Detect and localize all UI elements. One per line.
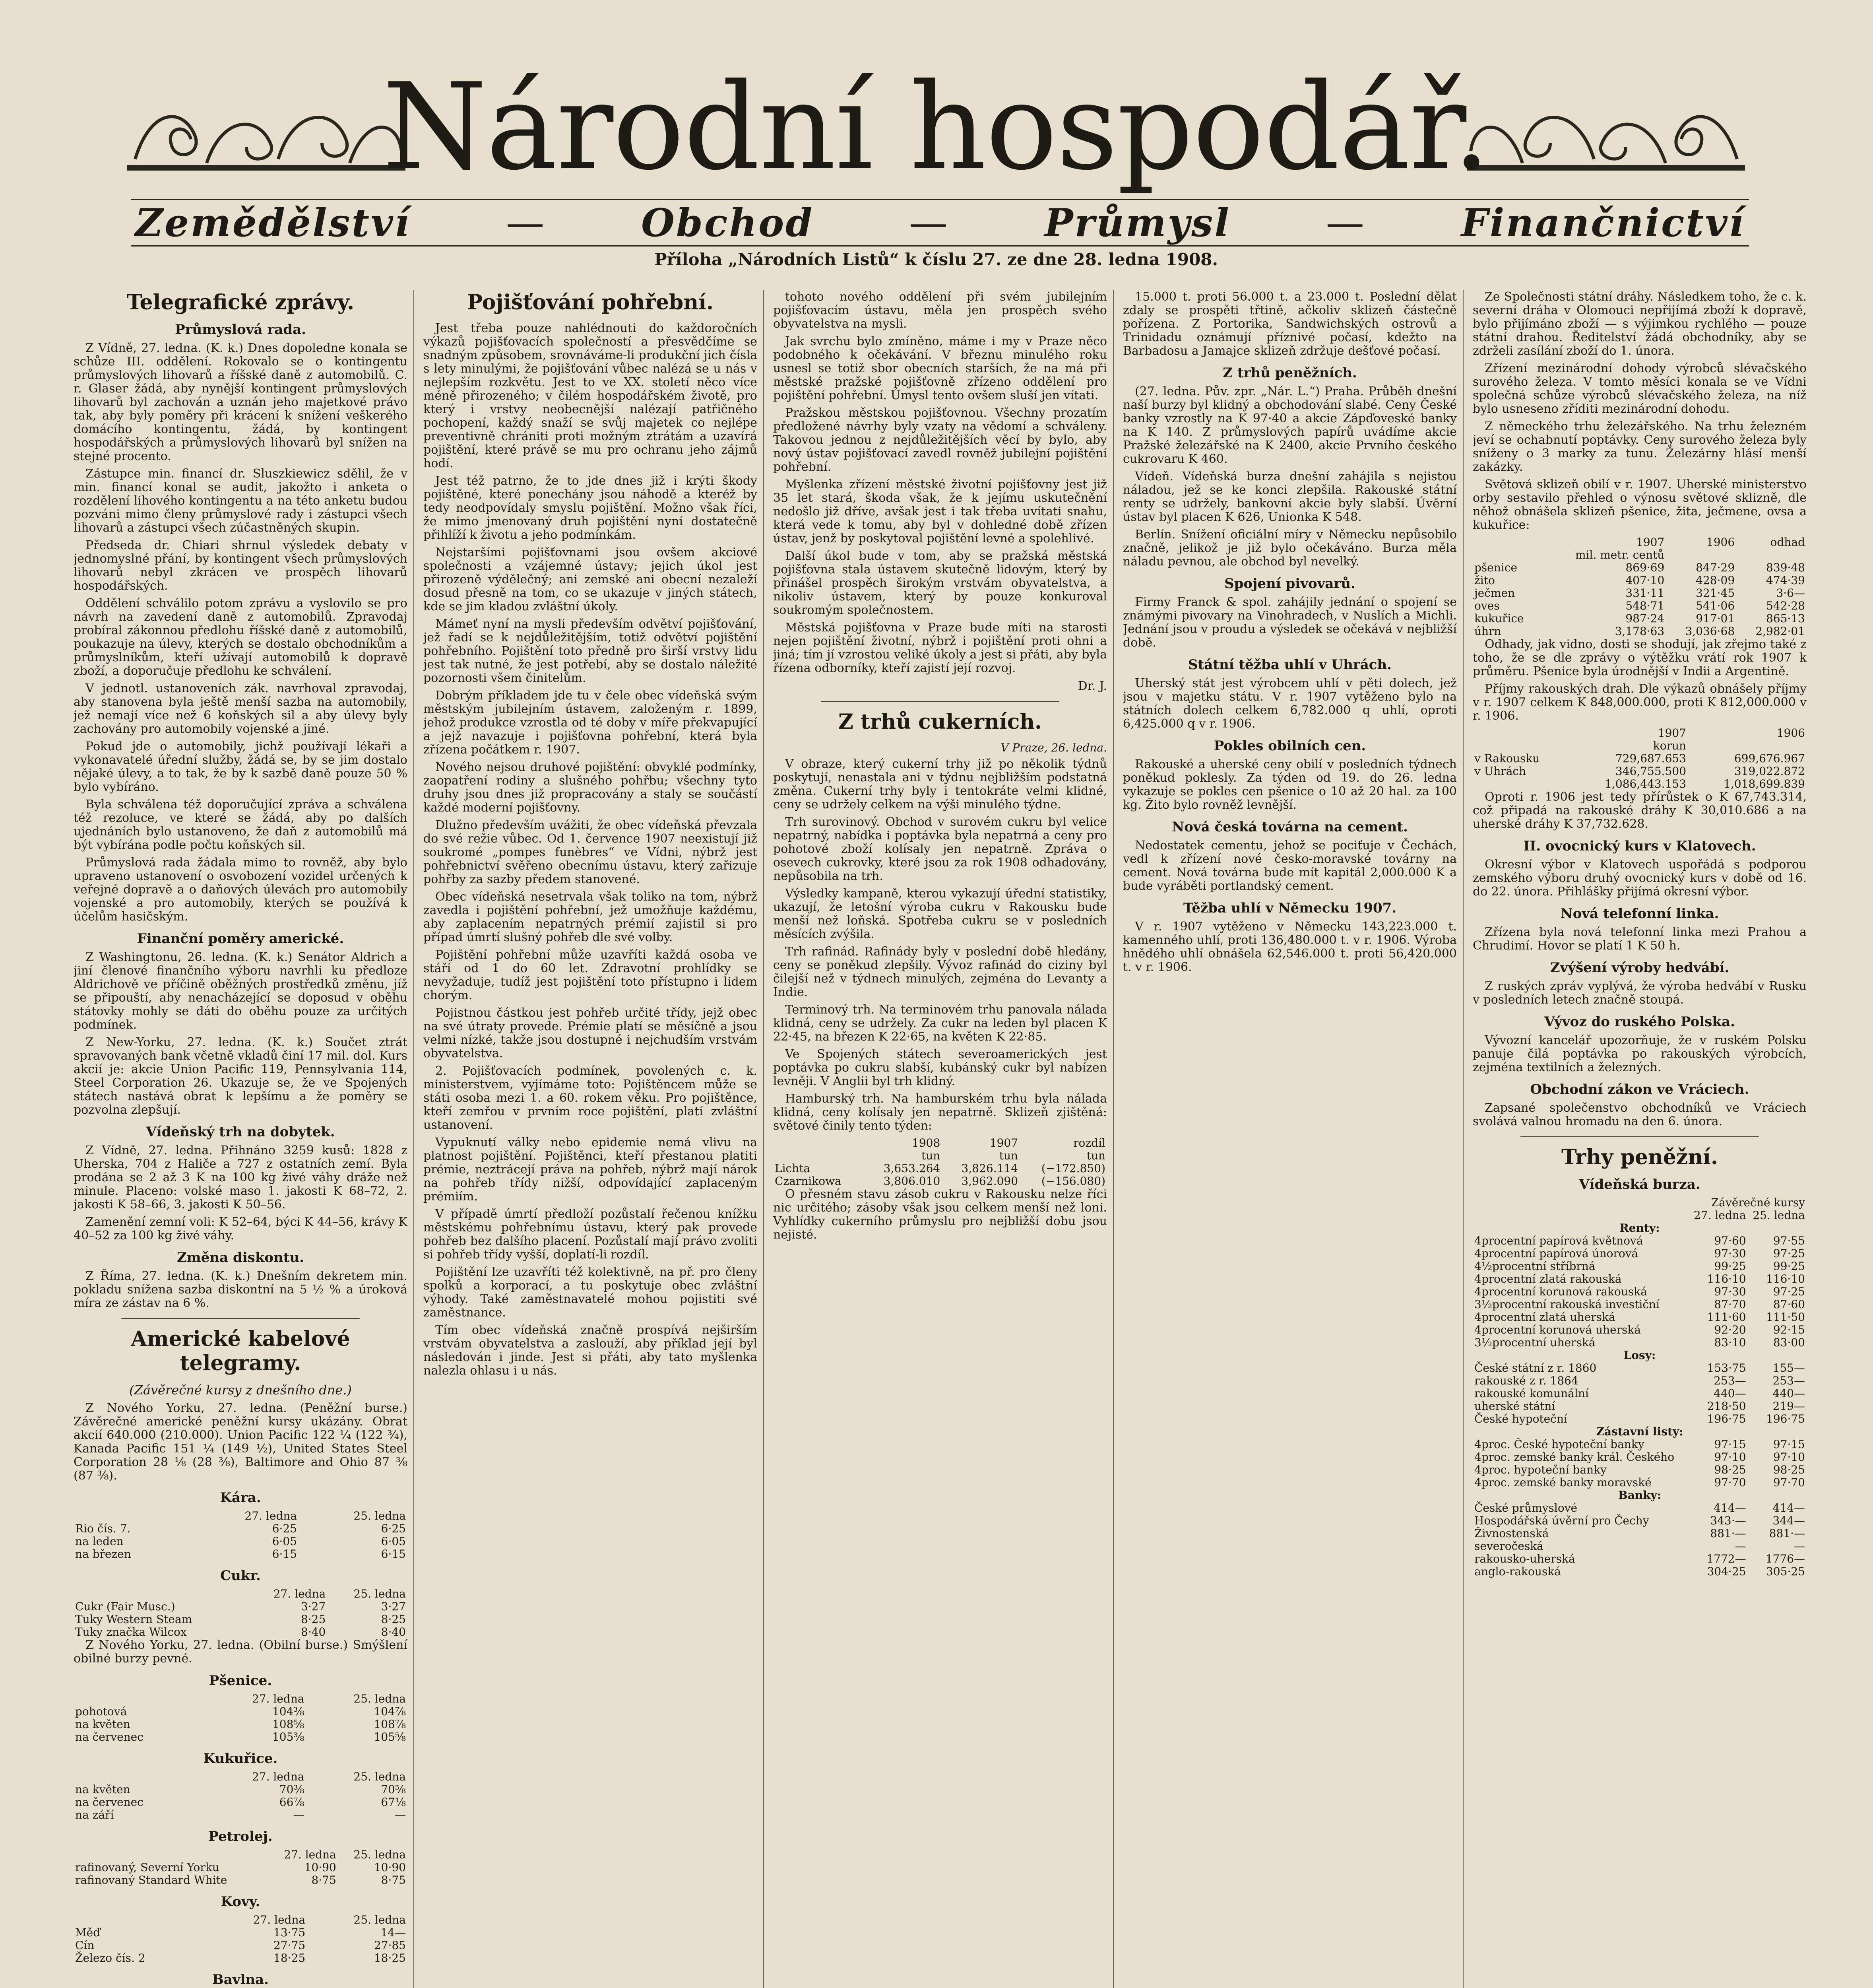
table-header-row: 27. ledna 25. ledna [1693, 1209, 1805, 1222]
table-title: Kukuřice. [203, 1751, 278, 1767]
table-title: Pšenice. [209, 1673, 272, 1689]
table-row: 4proc. zemské banky moravské 97·70 97·70 [1474, 1476, 1805, 1489]
subheading: II. ovocnický kurs v Klatovech. [1523, 838, 1756, 854]
paragraph: Hamburský trh. Na hamburském trhu byla nálada klidná, ceny kolísaly jen nepatrně. Sklizeň zjištěná: světové činily tento týden: [773, 1092, 1107, 1133]
subheading: Pokles obilních cen. [1214, 738, 1366, 754]
paragraph: V obraze, který cukerní trhy již po několik týdnů poskytují, nenastala ani v týdnu nejbližším podstatná změna. Cukerní trhy byly i tentokráte velmi klidné, ceny se udržely celkem na výši minulého týdne. [773, 757, 1107, 812]
table-row: Tuky Western Steam 8·25 8·25 [75, 1613, 406, 1626]
table-row: 27. ledna 25. ledna [244, 1509, 406, 1522]
table-row: na červenec 66⅞ 67⅛ [75, 1796, 406, 1809]
table-row: Železo čís. 2 18·25 18·25 [75, 1951, 406, 1965]
table-row: 4proc. zemské banky král. Českého 97·10 97·10 [1474, 1450, 1805, 1464]
telegrams-heading: Telegrafické zprávy. [126, 290, 355, 315]
table-row: na květen 70⅜ 70⅝ [75, 1783, 406, 1796]
table-row: na leden 6·05 6·05 [75, 1535, 406, 1548]
paragraph: V případě úmrtí předloží pozůstalí řečenou knížku městskému pohřebnímu ústavu, který pak provede pohřeb bez dalšího placení. Pozůstalí mají právo zvoliti si pohřeb třídy vyšší, doplatí-li rozdíl. [423, 1207, 757, 1262]
subheading: Obchodní zákon ve Vráciech. [1530, 1081, 1749, 1097]
paragraph: O přesném stavu zásob cukru v Rakousku nelze říci nic určitého; zásoby však jsou celkem menší než loni. Vyhlídky cukerního průmyslu pro nejbližší dobu jsou nejisté. [773, 1187, 1107, 1242]
table-row: 4procentní korunová rakouská 97·30 97·25 [1474, 1285, 1805, 1298]
paragraph: Trh surovinový. Obchod v surovém cukru byl velice nepatrný, nabídka i poptávka byla nepatrná a ceny pro pohotové zboží kolísaly jen nepatrně. Zpráva o osevech cukrovky, které jsou za rok 1908 odhadovány, nepůsobila na trh. [773, 815, 1107, 883]
table-row: 3½procentní uherská 83·10 83·00 [1474, 1336, 1805, 1349]
table-row: Měď 13·75 14— [75, 1926, 406, 1939]
table-header-row: 1907 1906 [1658, 726, 1805, 740]
paragraph: (27. ledna. Pův. zpr. „Nár. L.“) Praha. Průběh dnešní naší burzy byl klidný a obchodování slabé. Ceny České banky vzrostly na K 97·40 a akcie Zápďoveské banky na K 140. Z průmyslových papírů uvádíme akcie Pražské železářské na K 2400, akcie Prvního českého cukrovaru K 460. [1123, 384, 1457, 466]
section-finance: Finančnictví [1461, 200, 1745, 245]
railway-revenue-table [1473, 727, 1807, 790]
price-table [74, 1510, 407, 1561]
table-row: České státní z r. 1860 153·75 155— [1474, 1361, 1805, 1375]
table-title: Petrolej. [208, 1829, 273, 1844]
table-row: uherské státní 218·50 219— [1474, 1400, 1805, 1413]
paragraph: Městská pojišťovna v Praze bude míti na starosti nejen pojištění životní, nýbrž i pojištění proti ohni a jiná; tím jí vzrostou veliké úkoly a jest si přáti, aby byla řízena odborníky, kteří zajistí její rozvoj. [773, 621, 1107, 675]
table-header-row: Závěrečné kursy [1711, 1196, 1805, 1209]
paragraph: tohoto nového oddělení při svém jubilejním pojišťovacím ústavu, měla jen prospěch svého obyvatelstva na mysli. [773, 290, 1107, 331]
lead-line: (Závěrečné kursy z dnešního dne.) [129, 1382, 352, 1398]
subheading: Nová telefonní linka. [1560, 906, 1719, 922]
sugar-stock-table [773, 1137, 1107, 1188]
subheading: Státní těžba uhlí v Uhrách. [1188, 657, 1392, 673]
table-unit-row: mil. metr. centů [1575, 548, 1665, 561]
divider [821, 701, 1059, 702]
table-row: České průmyslové 414— 414— [1474, 1501, 1805, 1514]
table-group-row: Losy: [1623, 1349, 1656, 1362]
paragraph: Nového nejsou druhové pojištění: obvyklé podmínky, zaopatření rodiny a slušného pohřbu; všechny tyto druhy jsou dnes již propracovány a staly se součástí každé moderní pojišťovny. [423, 760, 757, 815]
table-title: Bavlna. [212, 1972, 269, 1988]
price-table [74, 1848, 407, 1887]
paragraph: Z německého trhu železářského. Na trhu železném jeví se ochabnutí poptávky. Ceny surového železa byly sníženy o 3 marky za tunu. Železárny hlásí menší zakázky. [1473, 419, 1807, 474]
table-row: 4proc. České hypoteční banky 97·15 97·15 [1474, 1438, 1805, 1451]
paragraph: Obec vídeňská nesetrvala však toliko na tom, nýbrž zavedla i pojištění pohřební, jež umožňuje každému, aby zaplacením nepatrných prémií zajistil si pro případ úmrtí slušný pohřeb dle své volby. [423, 890, 757, 944]
table-row: Rio čís. 7. 6·25 6·25 [75, 1522, 406, 1535]
paragraph: Z New-Yorku, 27. ledna. (K. k.) Součet ztrát spravovaných bank včetně vkladů činí 17 mil. dol. Kurs akcií je: akcie Union Pacific 119, Pennsylvania 114, Steel Corporation 26. Ukazuje se, že ve Spojených státech nastává obrat k lepšímu a že poměry se pozvolna zlepšují. [74, 1035, 407, 1117]
paragraph: Terminový trh. Na terminovém trhu panovala nálada klidná, ceny se udržely. Za cukr na leden byl placen K 22·45, na březen K 22·65, na květen K 22·85. [773, 1003, 1107, 1044]
paragraph: Z Nového Yorku, 27. ledna. (Obilní burse.) Smýšlení obilné burzy pevné. [74, 1638, 407, 1666]
section-bar [131, 199, 1749, 247]
table-row: 27. ledna 25. ledna [284, 1848, 406, 1861]
paragraph: Jest třeba pouze nahlédnouti do každoročních výkazů pojišťovacích společností a přesvědčíme se snadným způsobem, srovnáváme-li produkční jich čísla s lety minulými, že pojišťování vůbec nalézá se u nás v nejlepším rozkvětu. Jest to ve XX. století něco více méně přirozeného; v čilém hospodářském životě, pro který i vrstvy neobecnější nalézají patřičného pochopení, každý snaží se svůj majetek co nejlépe preventivně chrániti proti možným ztrátám a uzavírá pojištění, které právě se mu pro ochranu jeho zájmů hodí. [423, 321, 757, 470]
paragraph: Zamenění zemní voli: K 52–64, býci K 44–56, krávy K 40–52 za 100 kg živé váhy. [74, 1215, 407, 1242]
paragraph: V r. 1907 vytěženo v Německu 143,223.000 t. kamenného uhlí, proti 136,480.000 t. v r. 1906. Výroba hnědého uhlí obnášela 62,546.000 t. proti 56,420.000 t. v r. 1906. [1123, 920, 1457, 974]
table-row: 27. ledna 25. ledna [253, 1913, 406, 1926]
table-row: oves 548·71 541·06 542·28 [1474, 599, 1805, 612]
paragraph: Ve Spojených státech severoamerických jest poptávka po cukru slabší, kubánský cukr byl nabízen levněji. V Anglii byl trh klidný. [773, 1047, 1107, 1088]
paragraph: Ze Společnosti státní dráhy. Následkem toho, že c. k. severní dráha v Olomouci nepřijímá zboží k dopravě, bylo přijímáno zboží — s výjimkou rychlého — pouze státní drahou. Ředitelství žádá obchodníky, aby se zdrželi zasílání zboží do 1. února. [1473, 290, 1807, 358]
paragraph: Průmyslová rada žádala mimo to rovněž, aby bylo upraveno ustanovení o osvobození vozidel určených k veřejné dopravě a o daňových úlevách pro automobily vojenské a pro automobily, kterých se používá k účelům hasičským. [74, 856, 407, 924]
paragraph: Z ruských zpráv vyplývá, že výroba hedvábí v Rusku v posledních letech značně stoupá. [1473, 979, 1807, 1007]
column-5 [1473, 290, 1807, 1988]
table-row: ječmen 331·11 321·45 3·6— [1474, 586, 1805, 600]
paragraph: Berlín. Snížení oficiální míry v Německu nepůsobilo značně, jelikož je již bylo očekáváno. Burza měla náladu pevnou, ale obchod byl nevelký. [1123, 528, 1457, 569]
subheading: Změna diskontu. [176, 1250, 304, 1266]
table-title: Kovy. [221, 1894, 260, 1910]
price-table [74, 1693, 407, 1743]
paragraph: Předseda dr. Chiari shrnul výsledek debaty v jednomyslné přání, by kontingent všech průmyslových lihovarů nebyl zkrácen ve prospěch lihovarů hospodářských. [74, 538, 407, 593]
section-agriculture: Zemědělství [135, 200, 411, 245]
table-row: v Rakousku 729,687.653 699,676.967 [1474, 752, 1805, 765]
table-row: kukuřice 987·24 917·01 865·13 [1474, 612, 1805, 625]
table-row: 27. ledna 25. ledna [252, 1692, 406, 1705]
table-row: na červenec 105⅜ 105⅝ [75, 1730, 406, 1743]
paragraph: Pokud jde o automobily, jichž používají lékaři a vykonavatelé úřední služby, žádá se, by se jim dostalo nějaké úlevy, a to tak, že by k sazbě daně pouze 50 % bylo vybíráno. [74, 740, 407, 794]
table-group-row: Zástavní listy: [1596, 1425, 1683, 1438]
paragraph: Uherský stát jest výrobcem uhlí v pěti dolech, jež jsou v majetku státu. V r. 1907 vytěženo bylo na státních dolech celkem 6,782.000 q uhlí, oproti 6,425.000 q v r. 1906. [1123, 676, 1457, 731]
table-row: pšenice 869·69 847·29 839·48 [1474, 561, 1805, 574]
subheading: Vývoz do ruského Polska. [1544, 1014, 1735, 1030]
price-table [74, 1771, 407, 1821]
column-1 [74, 290, 407, 1988]
paragraph: 2. Pojišťovacích podmínek, povolených c. k. ministerstvem, vyjímáme toto: Pojištěncem může se státi osoba mezi 1. a 60. rokem věku. Pro pojištěnce, kteří zemřou v prvním roce pojištění, platí zvláštní ustanovení. [423, 1064, 757, 1132]
section-separator: — [1326, 200, 1366, 245]
subheading: Těžba uhlí v Německu 1907. [1183, 900, 1397, 916]
paragraph: Rakouské a uherské ceny obilí v posledních týdnech poněkud poklesly. Za týden od 19. do 26. ledna vykazuje se pokles cen pšenice o 10 až 20 hal. za 100 kg. Žito bylo rovněž levnější. [1123, 757, 1457, 812]
section-separator: — [506, 200, 546, 245]
divider [1520, 1136, 1759, 1137]
table-row: žito 407·10 428·09 474·39 [1474, 574, 1805, 587]
table-row: Cukr (Fair Musc.) 3·27 3·27 [75, 1600, 406, 1613]
paragraph: Dobrým příkladem jde tu v čele obec vídeňská svým městským jubilejním ústavem, založeným r. 1899, jehož produkce vzrostla od té doby v míře překvapující a jejž navazuje i pojišťovna pohřební, která byla zřízena počátkem r. 1907. [423, 689, 757, 757]
paragraph: Z Nového Yorku, 27. ledna. (Peněžní burse.) Závěrečné americké peněžní kursy ukázány. Obrat akcií 640.000 (210.000). Union Pacific 122 ¼ (122 ¾), Kanada Pacific 151 ¼ (149 ½), United States Steel Corporation 28 ⅛ (28 ⅜), Baltimore and Ohio 87 ⅜ (87 ⅜). [74, 1401, 407, 1483]
subheading: Průmyslová rada. [175, 322, 306, 338]
paragraph: Pojištění lze uzavříti též kolektivně, na př. pro členy spolků a korporací, a tu poskytuje obec zvláštní výhody. Také zaměstnavatelé mohou pojistiti své zaměstnance. [423, 1265, 757, 1320]
section-separator: — [909, 200, 949, 245]
subheading: Nová česká továrna na cement. [1172, 819, 1408, 835]
table-row: 4procentní papírová květnová 97·60 97·55 [1474, 1234, 1805, 1247]
american-telegrams-heading: Americké kabelové telegramy. [131, 1327, 350, 1375]
paragraph: Příjmy rakouských drah. Dle výkazů obnášely příjmy v r. 1907 celkem K 848,000.000, proti K 812,000.000 v r. 1906. [1473, 682, 1807, 723]
paragraph: Vypuknutí války nebo epidemie nemá vlivu na platnost pojištění. Pojištěnci, kteří přestanou platiti prémie, neztrácejí práva na pohřeb, nýbrž mají nárok na pohřeb třídy nižší, odpovídající zaplaceným prémiím. [423, 1136, 757, 1204]
paragraph: Myšlenka zřízení městské životní pojišťovny jest již 35 let stará, škoda však, že k jejímu uskutečnění nedošlo již dříve, avšak jest i tak třeba uvítati snahu, která vede k tomu, aby byl v dohledné době zřízen ústav, jenž by poskytoval pojištění levné a spolehlivé. [773, 478, 1107, 546]
table-row: Živnostenská 881·— 881·— [1474, 1527, 1805, 1540]
table-row: na březen 6·15 6·15 [75, 1547, 406, 1561]
table-group-row: Banky: [1618, 1489, 1662, 1502]
column-divider [1463, 290, 1464, 1988]
money-markets-heading: Trhy peněžní. [1561, 1145, 1718, 1169]
masthead [127, 44, 1745, 196]
table-row: České hypoteční 196·75 196·75 [1474, 1412, 1805, 1425]
table-row: 4procentní korunová uherská 92·20 92·15 [1474, 1323, 1805, 1336]
table-row: rakousko-uherská 1772— 1776— [1474, 1552, 1805, 1565]
paragraph: Mámeť nyní na mysli především odvětví pojišťování, jež řadí se k nejdůležitějším, totiž odvětví pojištění pohřebního. Pojištění toto předně pro širší vrstvy lidu jest tak nutné, že jest potřebí, aby se dostalo náležité pozornosti všem činitelům. [423, 617, 757, 685]
paragraph: Okresní výbor v Klatovech uspořádá s podporou zemského výboru druhý ovocnický kurs v době od 16. do 22. února. Přihlášky přijímá okresní výbor. [1473, 858, 1807, 899]
table-header-row: 1907 1906 odhad [1636, 536, 1805, 549]
paragraph: 15.000 t. proti 56.000 t. a 23.000 t. Poslední dělat zdaly se prospěti třtině, ačkoliv sklizeň částečně pořízena. Z Portorika, Sandwichských ostrovů a Trinidadu oznámují příznivé počasí, kdežto na Barbadosu a Jamajce sklizeň zdržuje dešťové počasí. [1123, 290, 1457, 358]
table-row: 3½procentní rakouská investiční 87·70 87·60 [1474, 1298, 1805, 1311]
table-title: Kára. [220, 1490, 261, 1506]
table-row: Tuky značka Wilcox 8·40 8·40 [75, 1625, 406, 1639]
paragraph: Trh rafinád. Rafinády byly v poslední době hledány, ceny se poněkud zlepšily. Vývoz rafinád do ciziny byl čilejší než v týdnech minulých, zejména do Levanty a Indie. [773, 945, 1107, 999]
paragraph: Zástupce min. financí dr. Sluszkiewicz sdělil, že v min. financí konal se audit, jakožto i anketa o rozdělení lihového kontingentu a na této anketu budou pozváni mimo členy průmyslové rady i zástupci všech lihovarů a zástupci všech zúčastněných skupin. [74, 467, 407, 535]
column-2 [423, 290, 757, 1988]
table-header-row: 1908 1907 rozdíl [912, 1136, 1105, 1149]
table-row: v Uhrách 346,755.500 319,022.872 [1474, 765, 1805, 778]
paragraph: Nejstaršími pojišťovnami jsou ovšem akciové společnosti a vzájemné ústavy; jejich úkol jest přirozeně výdělečný; ani zemské ani obecní nezaleží dosud přesně na tom, co se ukazuje v jiných státech, kde se jim kladou zvláštní úkoly. [423, 546, 757, 613]
paragraph: Pražskou městskou pojišťovnou. Všechny prozatím předložené návrhy byly vzaty na vědomí a schváleny. Takovou jednou z nejdůležitějších věcí by bylo, aby nový ústav pojišťovací zavedl rovněž jubilejní pojištění pohřební. [773, 406, 1107, 474]
table-row: 4proc. hypoteční banky 98·25 98·25 [1474, 1463, 1805, 1476]
paragraph: Z Vídně, 27. ledna. (K. k.) Dnes dopoledne konala se schůze III. oddělení. Rokovalo se o kontingentu průmyslových lihovarů a říšské daně z automobilů. C. r. Glaser žádá, aby nynější kontingent průmyslových lihovarů byl zachován a uznán jeho majetkové právo tak, aby byly poměry při krácení k snížení veškerého domácího kontingentu, žádá, by kontingent hospodářských a průmyslových lihovarů byl snížen na stejné procento. [74, 341, 407, 463]
price-table [74, 1588, 407, 1639]
table-row: 4procentní zlatá uherská 111·60 111·50 [1474, 1310, 1805, 1324]
table-row: 4procentní papírová únorová 97·30 97·25 [1474, 1247, 1805, 1260]
paragraph: Byla schválena též doporučující zpráva a schválena též rezoluce, ve které se žádá, aby po dalších ujednáních bylo ustanoveno, že daň z automobilů má být vybírána podle počtu koňských sil. [74, 798, 407, 852]
paragraph: Jak svrchu bylo zmíněno, máme i my v Praze něco podobného k očekávání. V březnu minulého roku usnesl se totiž sbor obecních starších, že na má při městské pražské pojišťovně zřízeno oddělení pro pojištění pohřební. Úmysl tento ovšem sluší jen vítati. [773, 334, 1107, 402]
table-row: Lichta 3,653.264 3,826.114 (−172.850) [775, 1162, 1105, 1175]
table-row: rakouské z r. 1864 253— 253— [1474, 1374, 1805, 1387]
exchange-table [1473, 1196, 1807, 1578]
author-signature: Dr. J. [1078, 679, 1107, 693]
paragraph: Jest též patrno, že to jde dnes již i krýti škody pojištěné, které ponechány jsou náhodě a kteréž by tedy neodpovídaly smyslu pojištění. Možno však říci, že mimo jmenovaný druh pojištění nyní dostatečně přihlíží k životu a jeho podmínkám. [423, 474, 757, 542]
table-unit-row: tun tun tun [921, 1149, 1105, 1162]
subheading: Vídeňský trh na dobytek. [146, 1124, 335, 1140]
paragraph: Další úkol bude v tom, aby se pražská městská pojišťovna stala ústavem skutečně lidovým, který by přinášel prospěch širokým vrstvám obyvatelstva, a nikoliv ústavem, který by pouze konkuroval soukromým společnostem. [773, 549, 1107, 617]
subheading: Zvýšení výroby hedvábí. [1550, 960, 1730, 976]
table-title: Cukr. [220, 1568, 261, 1584]
paragraph: Vývozní kancelář upozorňuje, že v ruském Polsku panuje čilá poptávka po rakouských výrobcích, zejména textilních a železných. [1473, 1033, 1807, 1074]
paragraph: V jednotl. ustanoveních zák. navrhoval zpravodaj, aby stanovena byla ještě menší sazba na automobily, jež nemají více než 6 koňských sil a aby úlevy byly zachovány pro automobily vojenské a jiné. [74, 681, 407, 736]
paragraph: Odhady, jak vidno, dosti se shodují, jak zřejmo také z toho, že se dle zprávy o výtěžku vrátí rok 1907 k průměru. Pšenice byla úrodnější v Indii a Argentině. [1473, 637, 1807, 678]
paragraph: Z Vídně, 27. ledna. Přihnáno 3259 kusů: 1828 z Uherska, 704 z Haliče a 727 z ostatních zemí. Byla prodána se 2 až 3 K na 100 kg živé váhy dráže než minule. Placeno: volské maso 1. jakosti K 68–72, 2. jakosti K 58–66, 3. jakosti K 50–56. [74, 1143, 407, 1211]
columns [68, 290, 1813, 1988]
table-row: anglo-rakouská 304·25 305·25 [1474, 1565, 1805, 1578]
table-row: 4procentní zlatá rakouská 116·10 116·10 [1474, 1272, 1805, 1285]
table-total-row: úhrn 3,178·63 3,036·68 2,982·01 [1474, 625, 1805, 638]
price-table [74, 1914, 407, 1965]
paragraph: Zapsané společenstvo obchodníků ve Vráciech svolává valnou hromadu na den 6. února. [1473, 1101, 1807, 1128]
subheading: Spojení pivovarů. [1224, 576, 1355, 592]
funeral-insurance-heading: Pojišťování pohřební. [467, 290, 714, 315]
sugar-markets-heading: Z trhů cukerních. [838, 710, 1042, 734]
section-trade: Obchod [641, 200, 814, 245]
subheading: Vídeňská burza. [1579, 1176, 1700, 1192]
paragraph: Tím obec vídeňská značně prospívá nejširším vrstvám obyvatelstva a zaslouží, aby příklad její byl následován i jinde. Jest si přáti, aby tato myšlenka nalezla ohlasu i u nás. [423, 1323, 757, 1378]
table-row: rafinovaný, Severní Yorku 10·90 10·90 [75, 1861, 406, 1874]
paragraph: Zřízena byla nová telefonní linka mezi Prahou a Chrudimí. Hovor se platí 1 K 50 h. [1473, 925, 1807, 953]
paragraph: Nedostatek cementu, jehož se pociťuje v Čechách, vedl k zřízení nové česko-moravské továrny na cement. Nová továrna bude mít kapitál 2,000.000 K a bude vyráběti portlandský cement. [1123, 839, 1457, 893]
column-3 [773, 290, 1107, 1988]
paragraph: Oproti r. 1906 jest tedy přírůstek o K 67,743.314, což připadá na rakouské dráhy K 30,010.686 a na uherské dráhy K 37,732.628. [1473, 790, 1807, 831]
table-row: Czarnikowa 3,806.010 3,962.090 (−156.080) [775, 1175, 1105, 1188]
paragraph: Z Říma, 27. ledna. (K. k.) Dnešním dekretem min. pokladu snížena sazba diskontní na 5 ½ % a úroková míra ze zástav na 6 %. [74, 1269, 407, 1310]
paragraph: Zřízení mezinárodní dohody výrobců slévačského surového železa. V tomto měsíci konala se ve Vídni společná schůze výrobců slévačského železa, na níž bylo usneseno zříditi mezinárodní dohodu. [1473, 361, 1807, 416]
table-total-row: 1,086,443.153 1,018,699.839 [1605, 777, 1805, 790]
divider [121, 1318, 360, 1319]
dateline: V Praze, 26. ledna. [1000, 741, 1107, 754]
table-row: na září — — [75, 1808, 406, 1821]
table-row: 27. ledna 25. ledna [273, 1587, 406, 1600]
table-row: pohotová 104⅜ 104⅞ [75, 1705, 406, 1718]
paragraph: Vídeň. Vídeňská burza dnešní zahájila s nejistou náladou, jež se ke konci zlepšila. Rakouské státní renty se udržely, bankovní akcie byly slabší. Úvěrní ústav byl placen K 626, Unionka K 548. [1123, 470, 1457, 524]
column-divider [763, 290, 764, 1988]
table-row: Hospodářská úvěrní pro Čechy 343·— 344— [1474, 1514, 1805, 1527]
paragraph: Dlužno především uvážiti, že obec vídeňská převzala do své režie vůbec. Od 1. července 1907 neexistují již soukromé „pompes funèbres“ ve Vídni, nýbrž jest pohřebnictví svěřeno obecnímu ústavu, který zařizuje pohřby za sazby předem stanovené. [423, 818, 757, 886]
column-divider [413, 290, 414, 1988]
table-group-row: Renty: [1619, 1221, 1660, 1235]
column-4 [1123, 290, 1457, 1988]
table-row: severočeská — — [1474, 1540, 1805, 1553]
subheading: Finanční poměry americké. [137, 931, 344, 947]
supplement-line: Příloha „Národních Listů“ k číslu 27. ze dne 28. ledna 1908. [654, 250, 1218, 269]
table-row: 27. ledna 25. ledna [252, 1770, 406, 1783]
table-row: na květen 108⅝ 108⅞ [75, 1718, 406, 1731]
harvest-table [1473, 536, 1807, 638]
table-row: rakouské komunální 440— 440— [1474, 1387, 1805, 1400]
table-row: rafinovaný Standard White 8·75 8·75 [75, 1873, 406, 1887]
paragraph: Oddělení schválilo potom zprávu a vyslovilo se pro návrh na zavedení daně z automobilů. Zpravodaj probíral zákonnou předlohu říšské daně z automobilů, poukazuje na úlevy, kterých se dostalo obchodníkům a průmyslníkům, kteří užívají automobilů k dopravě zboží, a doporučuje předlohu ke schválení. [74, 596, 407, 678]
section-industry: Průmysl [1044, 200, 1231, 245]
newspaper-title: Národní hospodář. [382, 58, 1490, 196]
paragraph: Pojistnou částkou jest pohřeb určité třídy, jejž obec na své útraty provede. Prémie platí se měsíčně a jsou velmi nízké, takže jsou dostupné i nejchudším vrstvám obyvatelstva. [423, 1006, 757, 1060]
paragraph: Světová sklizeň obilí v r. 1907. Uherské ministerstvo orby sestavilo přehled o výnosu světové sklizně, dle něhož obnášela sklizeň pšenice, žita, ječmene, ovsa a kukuřice: [1473, 478, 1807, 532]
table-row: 4½procentní stříbrná 99·25 99·25 [1474, 1260, 1805, 1273]
paragraph: Firmy Franck & spol. zahájily jednání o spojení se známými pivovary na Vinohradech, v Nuslích a Michli. Jednání jsou v proudu a výsledek se očekává v nejbližší době. [1123, 595, 1457, 650]
paragraph: Výsledky kampaně, kterou vykazují úřední statistiky, ukazují, že letošní výroba cukru v Rakousku bude menší než loňská. Spotřeba cukru se v posledních měsících zvýšila. [773, 887, 1107, 941]
paragraph: Z Washingtonu, 26. ledna. (K. k.) Senátor Aldrich a jiní členové finančního výboru navrhli ku předloze Aldrichově ve příčině oběžných prostředků změnu, jíž se připouští, aby nenacházející se doposud v oběhu státovky mohly se dáti do oběhu pouze za určitých podmínek. [74, 950, 407, 1032]
table-unit-row: korun [1653, 739, 1687, 752]
column-divider [1113, 290, 1114, 1988]
paragraph: Pojištění pohřební může uzavříti každá osoba ve stáří od 1 do 60 let. Zdravotní prohlídky se nevyžaduje, tudíž jest pojištění toto přístupno i lidem chorým. [423, 948, 757, 1002]
table-row: Cín 27·75 27·85 [75, 1939, 406, 1952]
subheading: Z trhů peněžních. [1223, 365, 1357, 381]
